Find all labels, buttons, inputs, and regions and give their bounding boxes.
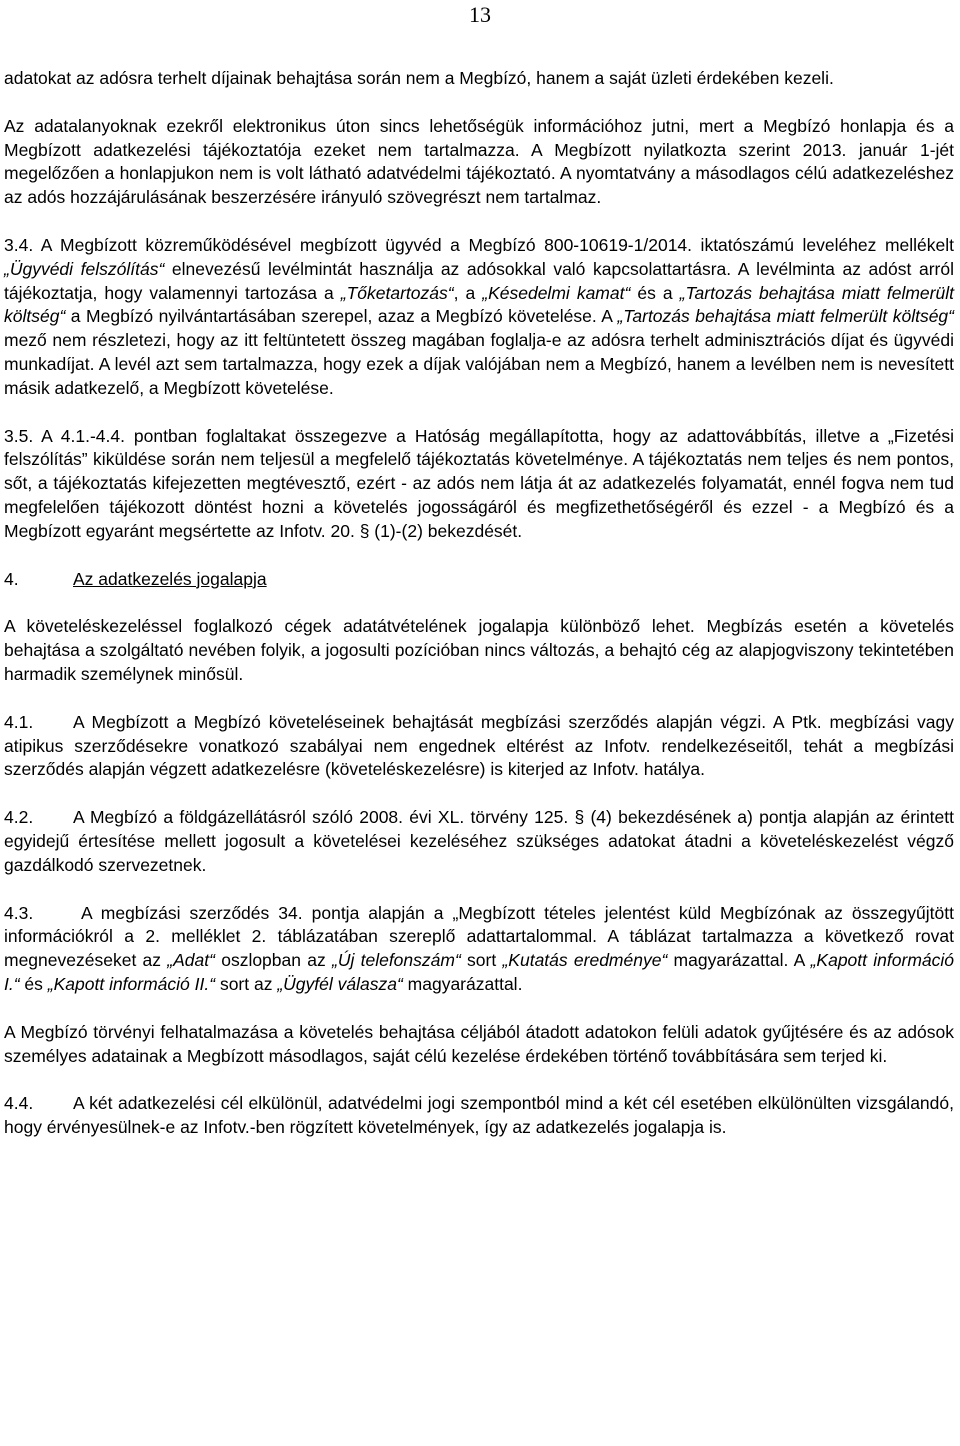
italic-term: „Tőketartozás“ — [340, 282, 454, 303]
section-title: Az adatkezelés jogalapja — [73, 568, 267, 589]
page-number: 13 — [469, 2, 491, 27]
paragraph-text: 3.5. A 4.1.-4.4. pontban foglaltakat összegezve a Hatóság megállapította, hogy az adattovábbítás, illetve a „Fizetési felszólítás” kiküldése során nem teljesül a megfelelő tájékoztatás követelménye. A tájékoztatás nem teljes és nem pontos, sőt, a tájékoztatás kifejezetten megtévesztő, ezért - az adós nem látja át az adatkezelés folyamatát, ennél fogva nem tud megfelelően tájékozott döntést hozni a követelés jogosságáról és megfizethetőségéről és ezzel - a Megbízó és a Megbízott egyaránt megsértette az Infotv. 20. § (1)-(2) bekezdését. — [4, 425, 954, 541]
paragraph-text: sort — [460, 950, 503, 971]
paragraph-number: 4.4. — [4, 1093, 34, 1114]
paragraph-text: mező nem részletezi, hogy az itt feltüntetett összeg magában foglalja-e az adósra terhelt adminisztrációs díjat és ügyvédi munkadíjat. A levél azt sem tartalmazza, hogy ezek a díjak valójában nem a Megbízó, hanem a levélben nem is nevesített másik adatkezelő, a Megbízott követelése. — [4, 330, 954, 398]
italic-term: „Ügyvédi felszólítás“ — [4, 258, 165, 279]
italic-term: „Adat“ — [167, 950, 215, 971]
paragraph-text: és — [19, 973, 48, 994]
paragraph-number: 4.3. — [4, 902, 34, 923]
paragraph-text: magyarázattal. A — [667, 950, 811, 971]
paragraph — [4, 115, 954, 210]
italic-term: „Tartozás behajtása miatt felmerült költség“ — [4, 282, 954, 327]
paragraph — [4, 902, 954, 997]
paragraph-text: 3.4. A Megbízott közreműködésével megbízott ügyvéd a Megbízó 800-10619-1/2014. iktatószámú leveléhez mellékelt — [4, 234, 954, 255]
section-number: 4. — [4, 568, 19, 589]
paragraph-text: elnevezésű levélmintát használja az adósokkal való kapcsolattartásra. A levélminta az adóst arról tájékoztatja, hogy valamennyi tartozása a — [4, 258, 954, 303]
paragraph-number: 4.1. — [4, 711, 34, 732]
paragraph-text: oszlopban az — [214, 950, 332, 971]
paragraph — [4, 711, 954, 782]
paragraph-text: sort az — [215, 973, 278, 994]
paragraph-text: Az adatalanyoknak ezekről elektronikus úton sincs lehetőségük információhoz jutni, mert a Megbízó honlapja és a Megbízott adatkezelési tájékoztatója ezeket nem tartalmazza. A Megbízott nyilatkozta szerint 2013. január 1-jét megelőzően a honlapjukon nem is volt látható adatvédelmi tájékoztató. A nyomtatvány a másodlagos célú adatkezeléshez az adós hozzájárulásának beszerzésére irányuló szövegrészt nem tartalmaz. — [4, 115, 954, 208]
paragraph — [4, 1092, 954, 1140]
italic-term: „Kutatás eredménye“ — [502, 950, 668, 971]
paragraph — [4, 67, 954, 91]
italic-term: „Ügyfél válasza“ — [277, 973, 403, 994]
paragraph-text: magyarázattal. — [402, 973, 523, 994]
paragraph-text: A két adatkezelési cél elkülönül, adatvédelmi jogi szempontból mind a két cél esetében elkülönülten vizsgálandó, hogy érvényesülnek-e az Infotv.-ben rögzített követelmények, így az adatkezelés jogalapja is. — [4, 1093, 954, 1138]
paragraph — [4, 234, 954, 401]
paragraph — [4, 615, 954, 686]
italic-term: „Késedelmi kamat“ — [482, 282, 631, 303]
paragraph-text: A Megbízott a Megbízó követeléseinek behajtását megbízási szerződés alapján végzi. A Ptk. megbízási vagy atipikus szerződésekre vonatkozó szabályai nem engednek eltérést az Infotv. rendelkezéseitől, tehát a megbízási szerződés alapján végzett adatkezelésre (követeléskezelésre) is kiterjed az Infotv. hatálya. — [4, 711, 954, 780]
paragraph-text: A megbízási szerződés 34. pontja alapján a „Megbízott tételes jelentést küld Megbízónak az összegyűjtött információkról a 2. melléklet 2. táblázatában szereplő adattartalommal. A táblázat tartalmazza a következő rovat megnevezéseket az — [4, 902, 954, 971]
paragraph-text: és a — [630, 282, 680, 303]
italic-term: „Tartozás behajtása miatt felmerült költség“ — [617, 306, 954, 327]
paragraph-number: 4.2. — [4, 807, 34, 828]
section-4-paragraphs — [4, 615, 954, 1140]
paragraph — [4, 425, 954, 544]
paragraph-text: A Megbízó a földgázellátásról szóló 2008. évi XL. törvény 125. § (4) bekezdésének a) pontja alapján az érintett egyidejű értesítése mellett jogosult a követelései kezeléséhez szükséges adatokat átadni a követeléskezelést végző gazdálkodó szervezetnek. — [4, 807, 954, 875]
paragraph-text: a Megbízó nyilvántartásában szerepel, azaz a Megbízó követelése. A — [65, 306, 618, 327]
italic-term: „Új telefonszám“ — [332, 950, 461, 971]
section-heading — [4, 568, 954, 592]
paragraph-text: A követeléskezeléssel foglalkozó cégek adatátvételének jogalapja különböző lehet. Megbízás esetén a követelés behajtása a szolgáltató nevében folyik, a jogosulti pozícióban nincs változás, a behajtó cég az alapjogviszony tekintetében harmadik személynek minősül. — [4, 616, 954, 684]
paragraph — [4, 1021, 954, 1069]
italic-term: „Kapott információ I.“ — [4, 950, 954, 994]
paragraph-text: A Megbízó törvényi felhatalmazása a követelés behajtása céljából átadott adatokon felüli adatok gyűjtésére és az adósok személyes adatainak a Megbízott másodlagos, saját célú kezelése érdekében történő továbbítására sem terjed ki. — [4, 1021, 954, 1066]
document-body — [4, 67, 954, 1164]
paragraph — [4, 806, 954, 877]
paragraph-text: adatokat az adósra terhelt díjainak behajtása során nem a Megbízó, hanem a saját üzleti érdekében kezeli. — [4, 68, 834, 88]
paragraph-text: , a — [453, 282, 483, 303]
italic-term: „Kapott információ II.“ — [47, 973, 216, 994]
section-3-paragraphs — [4, 67, 954, 544]
